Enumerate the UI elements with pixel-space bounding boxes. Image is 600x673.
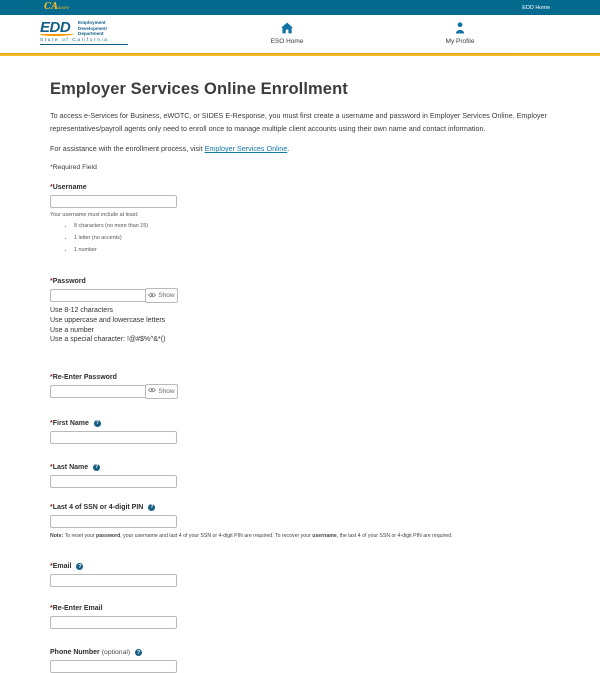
phone-input[interactable] [50, 660, 177, 673]
reenter-password-show-button[interactable] [145, 384, 178, 399]
nav-eso-home[interactable] [271, 21, 304, 45]
required-asterisk: * [50, 605, 53, 613]
password-rule: Use a special character: !@#$%^&*() [50, 336, 166, 344]
reenter-email-label: Re-Enter Email [52, 605, 103, 613]
required-asterisk: * [50, 503, 53, 511]
last-name-input[interactable] [50, 475, 177, 488]
reenter-email-group [50, 605, 550, 629]
password-show-button[interactable] [145, 288, 178, 303]
reenter-password-show-label: Show [158, 387, 175, 395]
cagov-logo-suffix: GOV [58, 5, 70, 10]
last-name-group [50, 464, 550, 488]
required-asterisk: * [50, 419, 53, 427]
email-group [50, 563, 550, 587]
help-icon[interactable] [135, 649, 142, 656]
assistance-prefix: For assistance with the enrollment process, visit [50, 144, 205, 154]
edd-logo-acronym: EDD [40, 19, 71, 36]
username-requirement: • 8 characters (no more than 15) [74, 223, 550, 229]
reenter-email-input[interactable] [50, 616, 177, 629]
first-name-group [50, 420, 550, 444]
eye-icon [148, 292, 156, 300]
username-input[interactable] [50, 195, 177, 208]
help-icon[interactable] [94, 420, 101, 427]
assistance-suffix: . [287, 144, 290, 154]
first-name-input[interactable] [50, 431, 177, 444]
password-label: Password [52, 278, 86, 286]
phone-group [50, 649, 550, 673]
eye-icon [148, 387, 156, 395]
required-asterisk: * [50, 278, 53, 286]
reenter-password-label: Re-Enter Password [52, 373, 117, 381]
nav-my-profile-label: My Profile [445, 38, 475, 45]
password-show-label: Show [158, 292, 175, 300]
first-name-label: First Name [52, 419, 89, 427]
username-label: Username [52, 184, 87, 192]
phone-label: Phone Number [50, 649, 100, 657]
nav-eso-home-label: ESO Home [270, 38, 304, 45]
password-rule: Use uppercase and lowercase letters [50, 316, 166, 324]
required-asterisk: * [50, 463, 53, 471]
password-group [50, 278, 550, 345]
email-label: Email [52, 563, 72, 571]
page-title: Employer Services Online Enrollment [50, 80, 348, 98]
ssn-pin-input[interactable] [50, 515, 177, 528]
employer-services-online-link[interactable]: Employer Services Online [204, 144, 288, 154]
edd-logo[interactable] [40, 20, 128, 45]
phone-optional-suffix: (optional) [101, 649, 131, 657]
username-requirements-intro: Your username must include at least: [50, 212, 139, 219]
help-icon[interactable] [93, 464, 100, 471]
edd-logo-department-lines [78, 20, 107, 37]
username-requirement: • 1 letter (no accents) [74, 235, 550, 241]
required-field-note: *Required Field [50, 164, 97, 172]
site-header [0, 15, 600, 53]
username-requirement: • 1 number [74, 247, 550, 253]
required-asterisk: * [50, 373, 53, 381]
home-icon [281, 21, 294, 34]
required-asterisk: * [50, 563, 53, 571]
reenter-password-group [50, 374, 550, 398]
ssn-note-bold: password [96, 532, 121, 539]
password-rule: Use 8-12 characters [50, 307, 114, 315]
nav-my-profile[interactable] [446, 21, 475, 45]
ssn-pin-note: Note: To reset your password, your username and last 4 of your SSN or 4-digit PIN are required. To recover your username, the last 4 of your SSN or 4-digit PIN are required. [50, 532, 453, 539]
person-icon [455, 21, 466, 34]
required-asterisk: * [50, 184, 53, 192]
ssn-pin-group [50, 504, 550, 540]
email-input[interactable] [50, 574, 177, 587]
edd-logo-line1: Employment [78, 20, 106, 25]
username-requirements-list [74, 223, 550, 253]
ssn-pin-label: Last 4 of SSN or 4-digit PIN [52, 503, 144, 511]
intro-paragraph: To access e-Services for Business, eWOTC, or SIDES E-Response, you must first create a username and password in Employer Services Online. Employer representatives/payroll agents only need to enroll once to manage multiple client accounts using their own name and contact information. [50, 111, 547, 133]
cagov-logo[interactable] [44, 3, 70, 12]
ssn-note-bold: username [312, 532, 337, 539]
last-name-label: Last Name [52, 463, 89, 471]
edd-logo-tagline: State of California [40, 38, 128, 45]
cagov-logo-text: CA [44, 2, 59, 12]
ssn-note-bold: Note: [50, 532, 64, 539]
password-rule: Use a number [50, 326, 94, 334]
username-group [50, 184, 550, 253]
help-icon[interactable] [148, 504, 155, 511]
top-utility-bar [0, 0, 600, 15]
edd-home-link[interactable]: EDD Home [522, 4, 550, 11]
main-content [0, 56, 600, 673]
edd-logo-line3: Department [78, 31, 104, 37]
assistance-line [50, 144, 550, 153]
help-icon[interactable] [76, 563, 83, 570]
edd-logo-line2: Development [78, 25, 107, 31]
password-rules [50, 306, 550, 345]
